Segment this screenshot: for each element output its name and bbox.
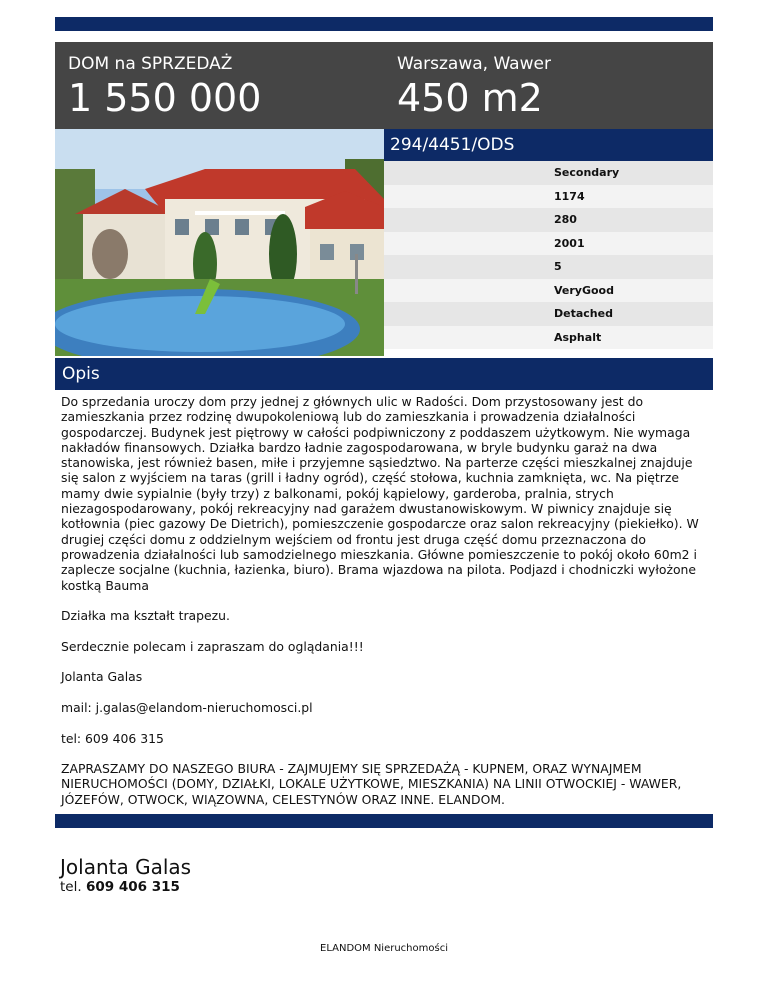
price: 1 550 000 bbox=[68, 76, 262, 120]
description-paragraph: ZAPRASZAMY DO NASZEGO BIURA - ZAJMUJEMY SIĘ SPRZEDAŻĄ - KUPNEM, ORAZ WYNAJMEM NIERUCHOMOŚCI (DOMY, DZIAŁKI, LOKALE UŻYTKOWE, MIESZKANIA) NA LINII OTWOCKIEJ - WAWER, JÓZEFÓW, OTWOCK, WIĄZOWNA, CELESTYNÓW ORAZ INNE. ELANDOM. bbox=[61, 761, 682, 807]
footer-company: ELANDOM Nieruchomości bbox=[320, 943, 448, 954]
location-block bbox=[397, 54, 551, 120]
description-phone: tel: 609 406 315 bbox=[61, 730, 164, 746]
agent-phone-label: tel. bbox=[60, 879, 82, 895]
param-plot-area: 1174 bbox=[384, 185, 713, 209]
description-paragraph: Do sprzedania uroczy dom przy jednej z głównych ulic w Radości. Dom przystosowany jest do zamieszkania przez rodzinę dwupokoleniową lub do zamieszkania i prowadzenia działalności gospodarczej. Budynek jest piętrowy w całości podpiwniczony z poddaszem użytkowym. Nie wymaga nakładów finansowych. Działka bardzo ładnie zagospodarowana, w bryle budynku garaż na dwa stanowiska, jest również basen, miłe i przyjemne sąsiedztwo. Na parterze części mieszkalnej znajduje się salon z wyjściem na taras (grill i ładny ogród), część stołowa, kuchnia zamknięta, wc. Na piętrze mamy dwie sypialnie (były trzy) z balkonami, pokój kąpielowy, garderoba, pralnia, strych niezagospodarowany, pokój rekreacyjny nad garażem dwustanowiskowym. W piwnicy znajduje się kotłownia (piec gazowy De Dietrich), pomieszczenie gospodarcze oraz salon rekreacyjny (piekiełko). W drugiej części domu z oddzielnym wejściem od frontu jest druga część domu przeznaczona do prowadzenia działalności lub samodzielnego mieszkania. Główne pomieszczenie to pokój około 60m2 i zaplecze socjalne (kuchnia, łazienka, biuro). Brama wjazdowa na pilota. Podjazd i chodniczki wyłożone kostką Bauma bbox=[61, 394, 699, 593]
description-paragraph: Działka ma kształt trapezu. bbox=[61, 608, 230, 624]
location: Warszawa, Wawer bbox=[397, 54, 551, 74]
property-photo bbox=[55, 129, 384, 356]
agent-contact bbox=[60, 855, 191, 895]
param-market: Secondary bbox=[384, 161, 713, 185]
listing-header bbox=[55, 42, 713, 129]
param-condition: VeryGood bbox=[384, 279, 713, 303]
top-divider-bar bbox=[55, 17, 713, 31]
param-building-type: Detached bbox=[384, 302, 713, 326]
description-paragraph: Serdecznie polecam i zapraszam do oglądania!!! bbox=[61, 638, 364, 654]
description-email: mail: j.galas@elandom-nieruchomosci.pl bbox=[61, 699, 313, 715]
param-access-road: Asphalt bbox=[384, 326, 713, 350]
price-block bbox=[68, 54, 261, 120]
property-type-label: DOM na SPRZEDAŻ bbox=[68, 54, 233, 74]
agent-phone-number: 609 406 315 bbox=[85, 879, 180, 895]
agent-phone bbox=[60, 879, 191, 895]
area: 450 m2 bbox=[397, 76, 543, 120]
param-year-built: 2001 bbox=[384, 232, 713, 256]
property-params-table bbox=[384, 161, 713, 349]
description-heading: Opis bbox=[55, 358, 713, 390]
description-paragraph: Jolanta Galas bbox=[61, 669, 143, 685]
reference-number: 294/4451/ODS bbox=[384, 129, 713, 161]
param-usable-area: 280 bbox=[384, 208, 713, 232]
agent-name: Jolanta Galas bbox=[60, 855, 192, 879]
bottom-divider-bar bbox=[55, 814, 713, 828]
param-rooms: 5 bbox=[384, 255, 713, 279]
description-body bbox=[61, 394, 709, 822]
